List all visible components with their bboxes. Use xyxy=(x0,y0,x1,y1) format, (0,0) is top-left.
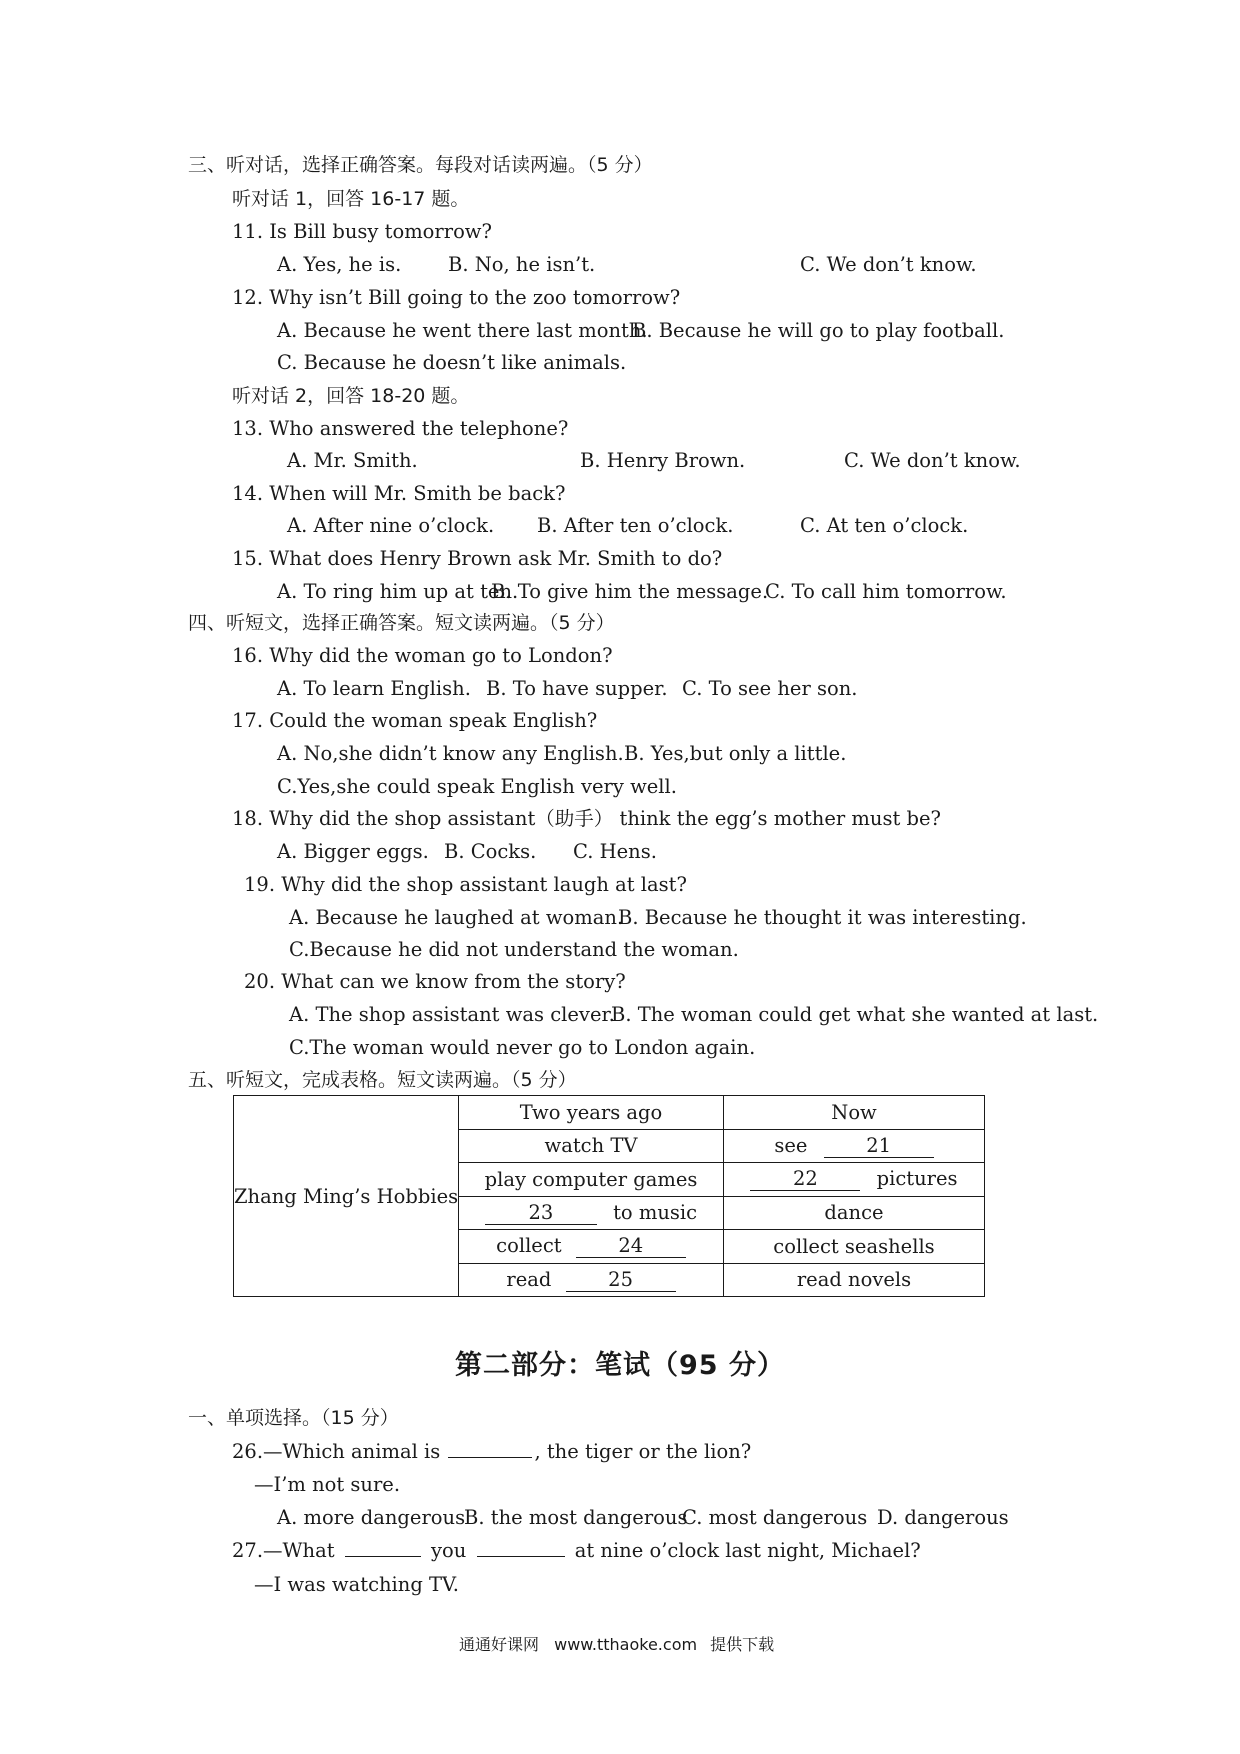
q20-option-c: C.The woman would never go to London again. xyxy=(289,1036,756,1059)
table-cell xyxy=(724,1163,985,1197)
question-15: 15. What does Henry Brown ask Mr. Smith to do? xyxy=(232,547,723,570)
question-20: 20. What can we know from the story? xyxy=(244,970,626,993)
q11-option-b: B. No, he isn’t. xyxy=(448,253,596,276)
q19-option-c: C.Because he did not understand the woman. xyxy=(289,938,739,961)
table-header-now: Now xyxy=(724,1096,985,1130)
table-cell: play computer games xyxy=(459,1163,724,1197)
q19-option-b: B. Because he thought it was interesting. xyxy=(618,906,1027,929)
dialogue-2-intro: 听对话 2，回答 18-20 题。 xyxy=(232,385,470,407)
q26-option-a: A. more dangerous xyxy=(277,1506,466,1529)
cell-text: see xyxy=(774,1133,808,1157)
table-cell xyxy=(459,1263,724,1297)
q13-option-c: C. We don’t know. xyxy=(844,449,1021,472)
question-14: 14. When will Mr. Smith be back? xyxy=(232,482,566,505)
q16-option-a: A. To learn English. xyxy=(277,677,471,700)
question-17: 17. Could the woman speak English? xyxy=(232,709,598,732)
q27-text-mid: you xyxy=(430,1539,467,1562)
dialogue-1-intro: 听对话 1，回答 16-17 题。 xyxy=(232,188,470,210)
q11-option-c: C. We don’t know. xyxy=(800,253,977,276)
q12-option-c: C. Because he doesn’t like animals. xyxy=(277,351,627,374)
q15-option-a: A. To ring him up at ten. xyxy=(277,580,519,603)
table-header-two-years-ago: Two years ago xyxy=(459,1096,724,1130)
blank-23[interactable]: 23 xyxy=(485,1202,597,1225)
q14-option-a: A. After nine o’clock. xyxy=(287,514,495,537)
q27-reply: —I was watching TV. xyxy=(254,1573,459,1596)
q17-option-a: A. No,she didn’t know any English. xyxy=(277,742,624,765)
q13-option-b: B. Henry Brown. xyxy=(580,449,746,472)
section-5-heading: 五、听短文，完成表格。短文读两遍。（5 分） xyxy=(188,1069,577,1091)
table-cell: read novels xyxy=(724,1263,985,1297)
q20-option-b: B. The woman could get what she wanted at last. xyxy=(611,1003,1099,1026)
q17-option-b: B. Yes,but only a little. xyxy=(624,742,847,765)
q27-blank-2[interactable] xyxy=(477,1556,565,1557)
part-2-section-1-heading: 一、单项选择。（15 分） xyxy=(188,1407,399,1429)
q16-option-c: C. To see her son. xyxy=(682,677,858,700)
footer-site-name: 通通好课网 xyxy=(459,1635,540,1654)
blank-24[interactable]: 24 xyxy=(576,1235,686,1258)
q26-option-b: B. the most dangerous xyxy=(464,1506,688,1529)
blank-22[interactable]: 22 xyxy=(750,1168,860,1191)
cell-text: read xyxy=(506,1267,552,1291)
question-27 xyxy=(232,1538,921,1564)
section-3-heading: 三、听对话，选择正确答案。每段对话读两遍。（5 分） xyxy=(188,154,653,176)
q18-option-c: C. Hens. xyxy=(573,840,657,863)
q26-blank[interactable] xyxy=(448,1457,532,1458)
q17-option-c: C.Yes,she could speak English very well. xyxy=(277,775,677,798)
table-cell: watch TV xyxy=(459,1129,724,1163)
q20-option-a: A. The shop assistant was clever. xyxy=(289,1003,615,1026)
section-4-heading: 四、听短文，选择正确答案。短文读两遍。（5 分） xyxy=(188,612,615,634)
question-19: 19. Why did the shop assistant laugh at last? xyxy=(244,873,687,896)
hobbies-table xyxy=(233,1095,985,1297)
table-cell: collect seashells xyxy=(724,1230,985,1264)
q12-option-b: B. Because he will go to play football. xyxy=(632,319,1005,342)
q18-option-a: A. Bigger eggs. xyxy=(277,840,429,863)
cell-text: pictures xyxy=(876,1167,958,1191)
question-12: 12. Why isn’t Bill going to the zoo tomorrow? xyxy=(232,286,681,309)
q27-blank-1[interactable] xyxy=(345,1556,421,1557)
q14-option-b: B. After ten o’clock. xyxy=(537,514,734,537)
question-26 xyxy=(232,1439,751,1465)
question-16: 16. Why did the woman go to London? xyxy=(232,644,613,667)
q15-option-b: B. To give him the message. xyxy=(491,580,769,603)
q18-option-b: B. Cocks. xyxy=(444,840,537,863)
footer-note: 提供下载 xyxy=(710,1635,775,1654)
q11-option-a: A. Yes, he is. xyxy=(277,253,402,276)
cell-text: to music xyxy=(613,1200,698,1224)
q19-option-a: A. Because he laughed at woman. xyxy=(289,906,624,929)
q15-option-c: C. To call him tomorrow. xyxy=(765,580,1007,603)
question-11: 11. Is Bill busy tomorrow? xyxy=(232,220,492,243)
q26-reply: —I’m not sure. xyxy=(254,1473,401,1496)
q12-option-a: A. Because he went there last month. xyxy=(277,319,648,342)
footer xyxy=(459,1632,774,1658)
q26-option-c: C. most dangerous xyxy=(682,1506,868,1529)
q14-option-c: C. At ten o’clock. xyxy=(800,514,969,537)
table-cell xyxy=(459,1196,724,1230)
table-row-header: Zhang Ming’s Hobbies xyxy=(234,1096,459,1297)
q16-option-b: B. To have supper. xyxy=(486,677,668,700)
cell-text: collect xyxy=(496,1234,562,1258)
footer-url[interactable]: www.tthaoke.com xyxy=(554,1635,698,1654)
table-cell xyxy=(459,1230,724,1264)
blank-25[interactable]: 25 xyxy=(566,1269,676,1292)
q27-text-suffix: at nine o’clock last night, Michael? xyxy=(574,1539,921,1562)
q13-option-a: A. Mr. Smith. xyxy=(287,449,418,472)
question-13: 13. Who answered the telephone? xyxy=(232,417,569,440)
part-2-title: 第二部分：笔试（95 分） xyxy=(455,1350,785,1381)
q26-text-suffix: , the tiger or the lion? xyxy=(534,1440,752,1463)
q26-option-d: D. dangerous xyxy=(877,1506,1009,1529)
table-cell: dance xyxy=(724,1196,985,1230)
table-cell xyxy=(724,1129,985,1163)
q26-text-prefix: 26.—Which animal is xyxy=(232,1440,441,1463)
blank-21[interactable]: 21 xyxy=(824,1135,934,1158)
question-18: 18. Why did the shop assistant（助手） think the egg’s mother must be? xyxy=(232,807,941,830)
q27-text-prefix: 27.—What xyxy=(232,1539,335,1562)
